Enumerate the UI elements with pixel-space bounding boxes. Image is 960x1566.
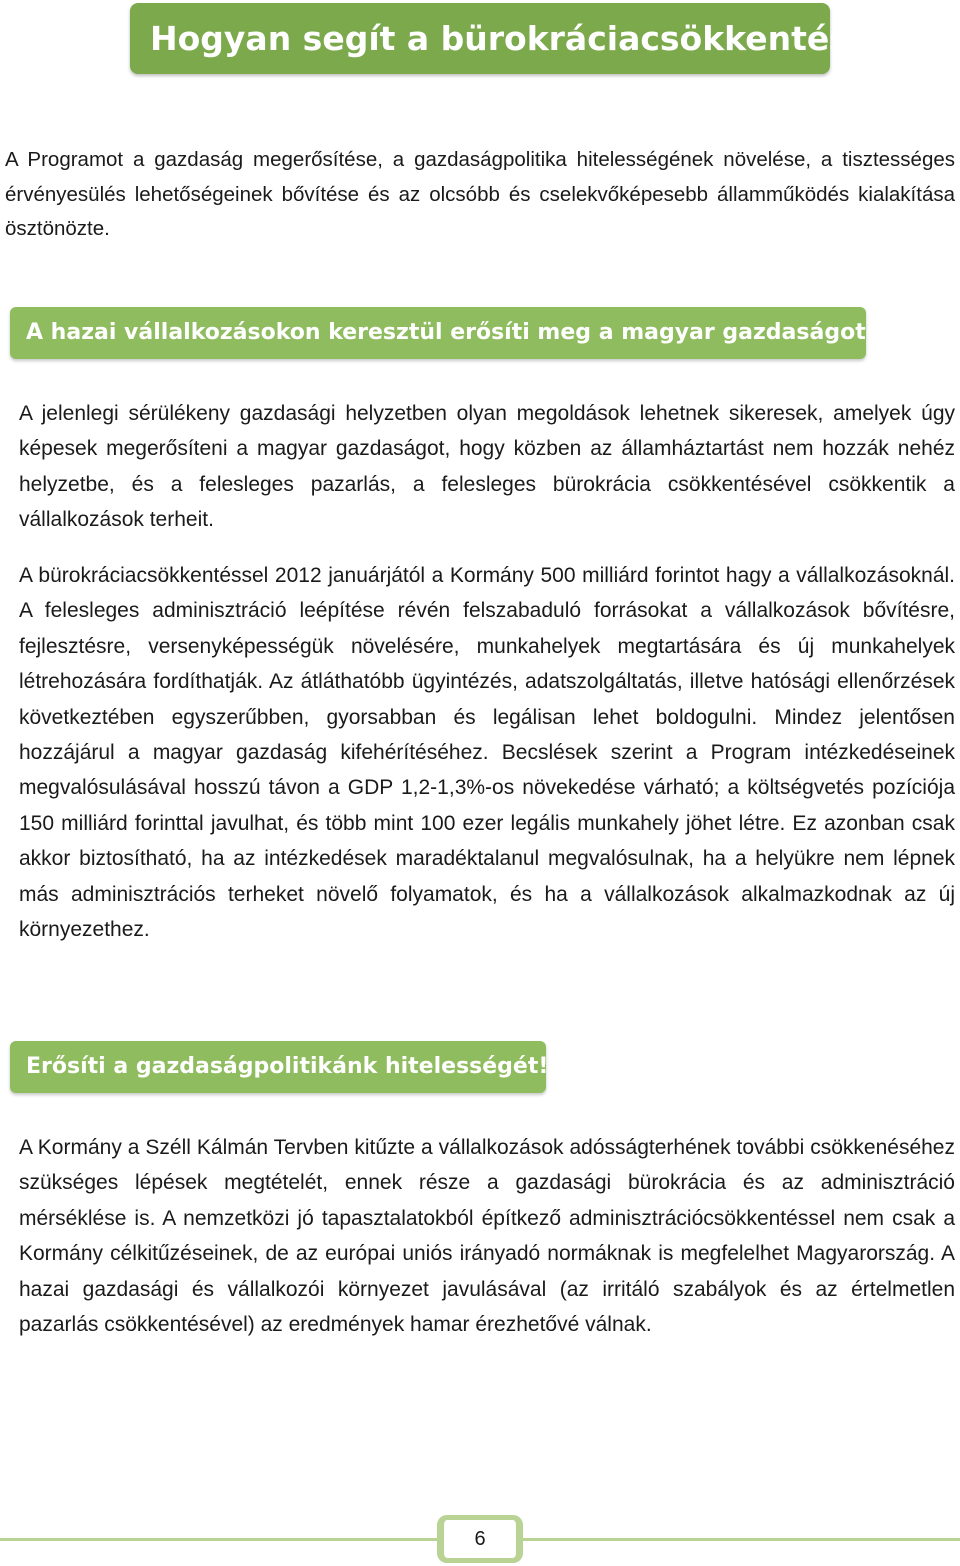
page-title: Hogyan segít a bürokráciacsökkentés? [130, 3, 830, 74]
section-heading-vallalkozasok: A hazai vállalkozásokon keresztül erősíti meg a magyar gazdaságot! [10, 307, 866, 359]
intro-paragraph: A Programot a gazdaság megerősítése, a gazdaságpolitika hitelességének növelése, a tisztességes érvényesülés lehetőségeinek bővítése és az olcsóbb és cselekvőképesebb államműködés kialakítása ösztönözte. [5, 148, 955, 240]
section-1-paragraph-2: A bürokráciacsökkentéssel 2012 januárjától a Kormány 500 milliárd forintot hagy a vállalkozásoknál. A felesleges adminisztráció leépítése révén felszabaduló forrásokat a vállalkozások bővítésre, fejlesztésre, versenyképességük növelésére, munkahelyek megtartására és új munkahelyek létrehozására fordíthatják. Az átláthatóbb ügyintézés, adatszolgáltatás, illetve hatósági ellenőrzések következtében egyszerűbben, gyorsabban és legálisan lehet boldogulni. Mindez jelentősen hozzájárul a magyar gazdaság kifehérítéséhez. Becslések szerint a Program intézkedéseinek megvalósulásával hosszú távon a GDP 1,2-1,3%-os növekedése várható; a költségvetés pozíciója 150 milliárd forinttal javulhat, és több mint 100 ezer legális munkahely jöhet létre. Ez azonban csak akkor biztosítható, ha az intézkedések maradéktalanul megvalósulnak, ha a helyükre nem lépnek más adminisztrációs terheket növelő folyamatok, és ha a vállalkozások alkalmazkodnak az új környezethez. [19, 564, 955, 942]
section-heading-hitelesseg: Erősíti a gazdaságpolitikánk hitelességét! [10, 1041, 546, 1093]
page-number: 6 [437, 1515, 523, 1563]
footer-rule-left [0, 1538, 437, 1541]
footer-rule-right [523, 1538, 960, 1541]
section-1-paragraph-1: A jelenlegi sérülékeny gazdasági helyzetben olyan megoldások lehetnek sikeresek, amelyek úgy képesek megerősíteni a magyar gazdaságot, hogy közben az államháztartást nem hozzák nehéz helyzetbe, és a felesleges pazarlás, a felesleges bürokrácia csökkentésével csökkentik a vállalkozások terheit. [19, 402, 955, 532]
section-2-paragraph-1: A Kormány a Széll Kálmán Tervben kitűzte a vállalkozások adósságterhének további csökkenéséhez szükséges lépések megtételét, ennek része a gazdasági bürokrácia és az adminisztráció mérséklése is. A nemzetközi jó tapasztalatokból építkező adminisztrációcsökkentéssel nem csak a Kormány célkitűzéseinek, de az európai uniós irányadó normáknak is megfelelhet Magyarország. A hazai gazdasági és vállalkozói környezet javulásával (az irritáló szabályok és az értelmetlen pazarlás csökkentésével) az eredmények hamar érezhetővé válnak. [19, 1136, 955, 1337]
